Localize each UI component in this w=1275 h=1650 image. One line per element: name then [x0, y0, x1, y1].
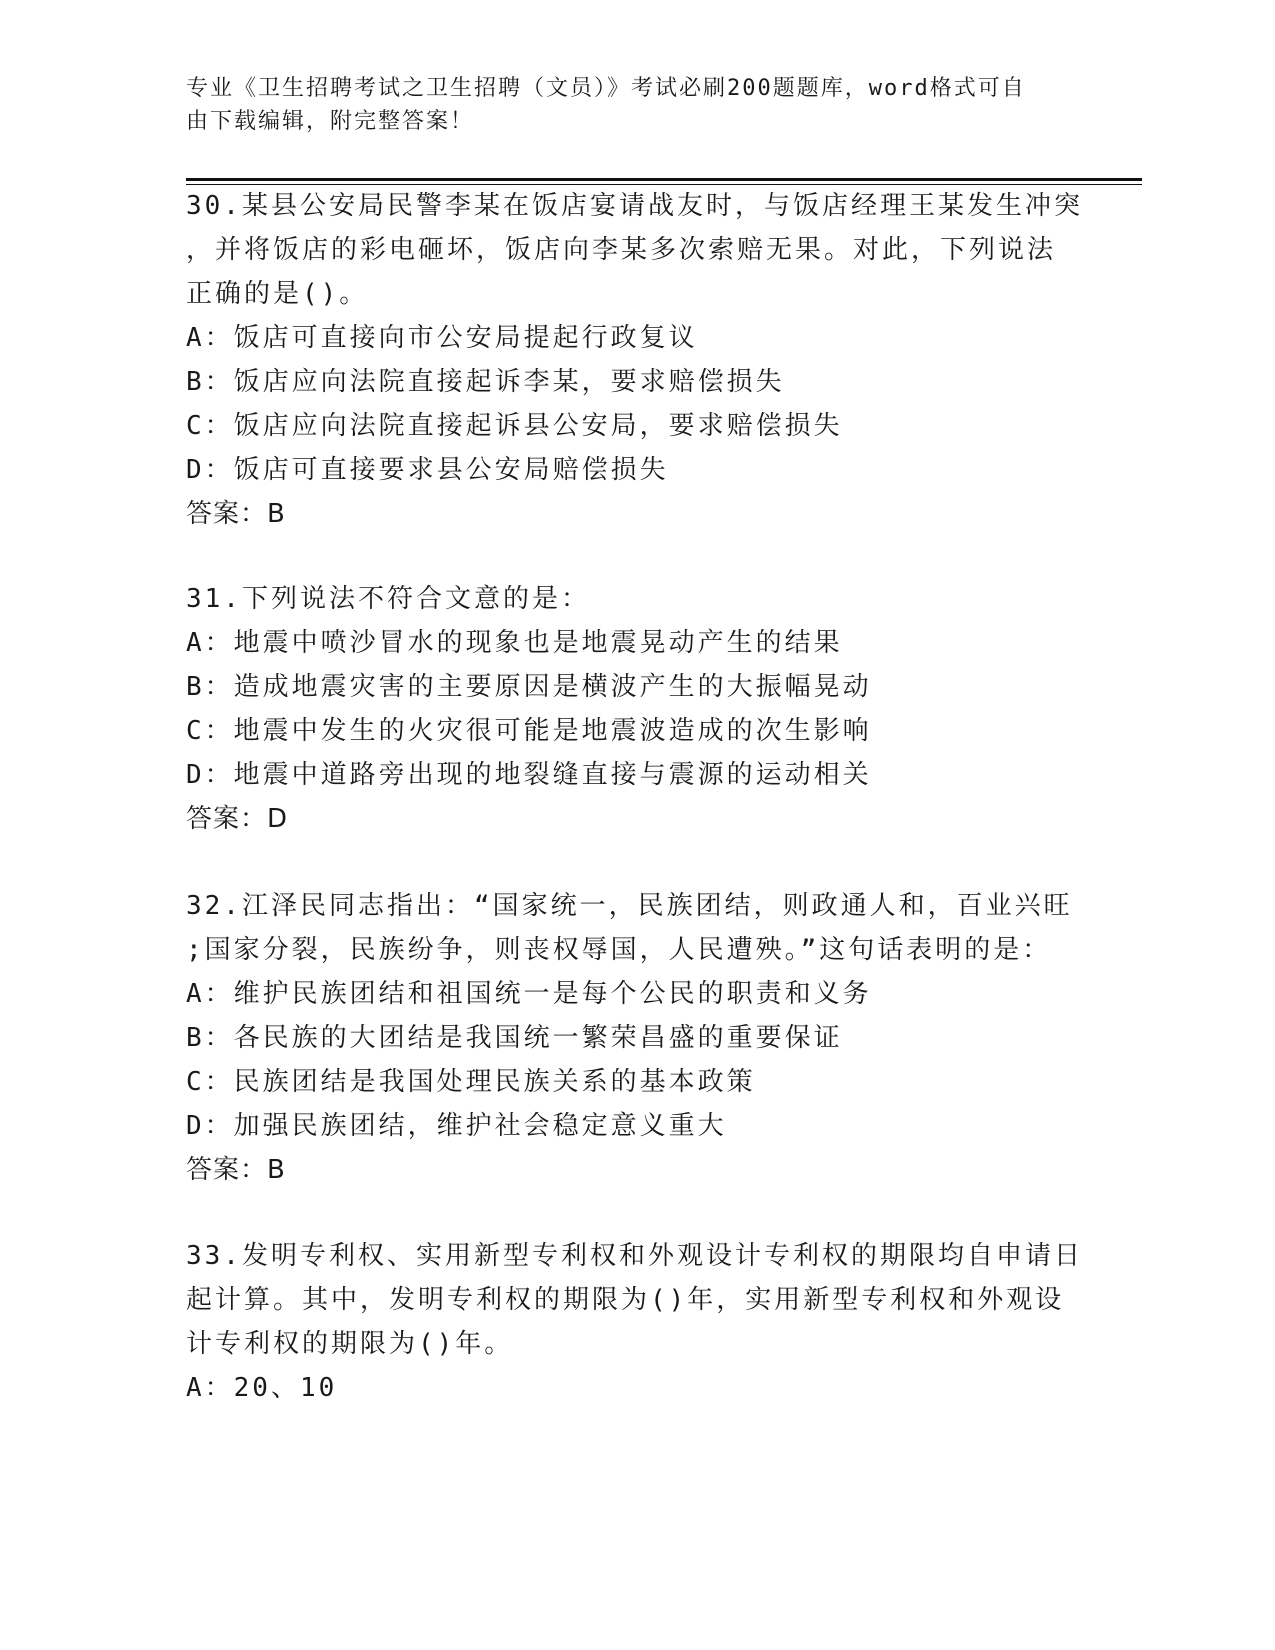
answer-label: 答案：B: [186, 499, 286, 529]
question-stem-line: 32.江泽民同志指出：“国家统一，民族团结，则政通人和，百业兴旺: [186, 891, 1073, 921]
option-d: D：地震中道路旁出现的地裂缝直接与震源的运动相关: [186, 760, 872, 790]
answer-label: 答案：D: [186, 804, 289, 834]
option-c: C：民族团结是我国处理民族关系的基本政策: [186, 1067, 756, 1097]
header-line-2: 由下载编辑，附完整答案！: [186, 109, 475, 134]
option-c: C：饭店应向法院直接起诉县公安局，要求赔偿损失: [186, 411, 843, 441]
question-stem-line: 31.下列说法不符合文意的是：: [186, 584, 590, 614]
option-a: A：地震中喷沙冒水的现象也是地震晃动产生的结果: [186, 628, 843, 658]
option-c: C：地震中发生的火灾很可能是地震波造成的次生影响: [186, 716, 872, 746]
header-line-1: 专业《卫生招聘考试之卫生招聘（文员）》考试必刷200题题库，word格式可自: [186, 76, 1026, 101]
question-stem-line: 计专利权的期限为()年。: [186, 1329, 514, 1359]
header-rule-thick: [186, 178, 1142, 181]
question-stem-line: ;国家分裂，民族纷争，则丧权辱国，人民遭殃。”这句话表明的是：: [186, 935, 1052, 965]
option-a: A：20、10: [186, 1373, 338, 1403]
document-header: [186, 72, 1066, 138]
option-b: B：各民族的大团结是我国统一繁荣昌盛的重要保证: [186, 1023, 843, 1053]
question-stem-line: 33.发明专利权、实用新型专利权和外观设计专利权的期限均自申请日: [186, 1241, 1083, 1271]
question-stem-line: 正确的是()。: [186, 279, 369, 309]
answer-label: 答案：B: [186, 1155, 286, 1185]
option-b: B：饭店应向法院直接起诉李某，要求赔偿损失: [186, 367, 785, 397]
option-a: A：维护民族团结和祖国统一是每个公民的职责和义务: [186, 979, 872, 1009]
option-d: D：加强民族团结，维护社会稳定意义重大: [186, 1111, 727, 1141]
option-a: A：饭店可直接向市公安局提起行政复议: [186, 323, 698, 353]
option-b: B：造成地震灾害的主要原因是横波产生的大振幅晃动: [186, 672, 872, 702]
question-stem-line: ，并将饭店的彩电砸坏，饭店向李某多次索赔无果。对此，下列说法: [186, 235, 1057, 265]
option-d: D：饭店可直接要求县公安局赔偿损失: [186, 455, 669, 485]
question-stem-line: 30.某县公安局民警李某在饭店宴请战友时，与饭店经理王某发生冲突: [186, 191, 1083, 221]
question-stem-line: 起计算。其中，发明专利权的期限为()年，实用新型专利权和外观设: [186, 1285, 1065, 1315]
